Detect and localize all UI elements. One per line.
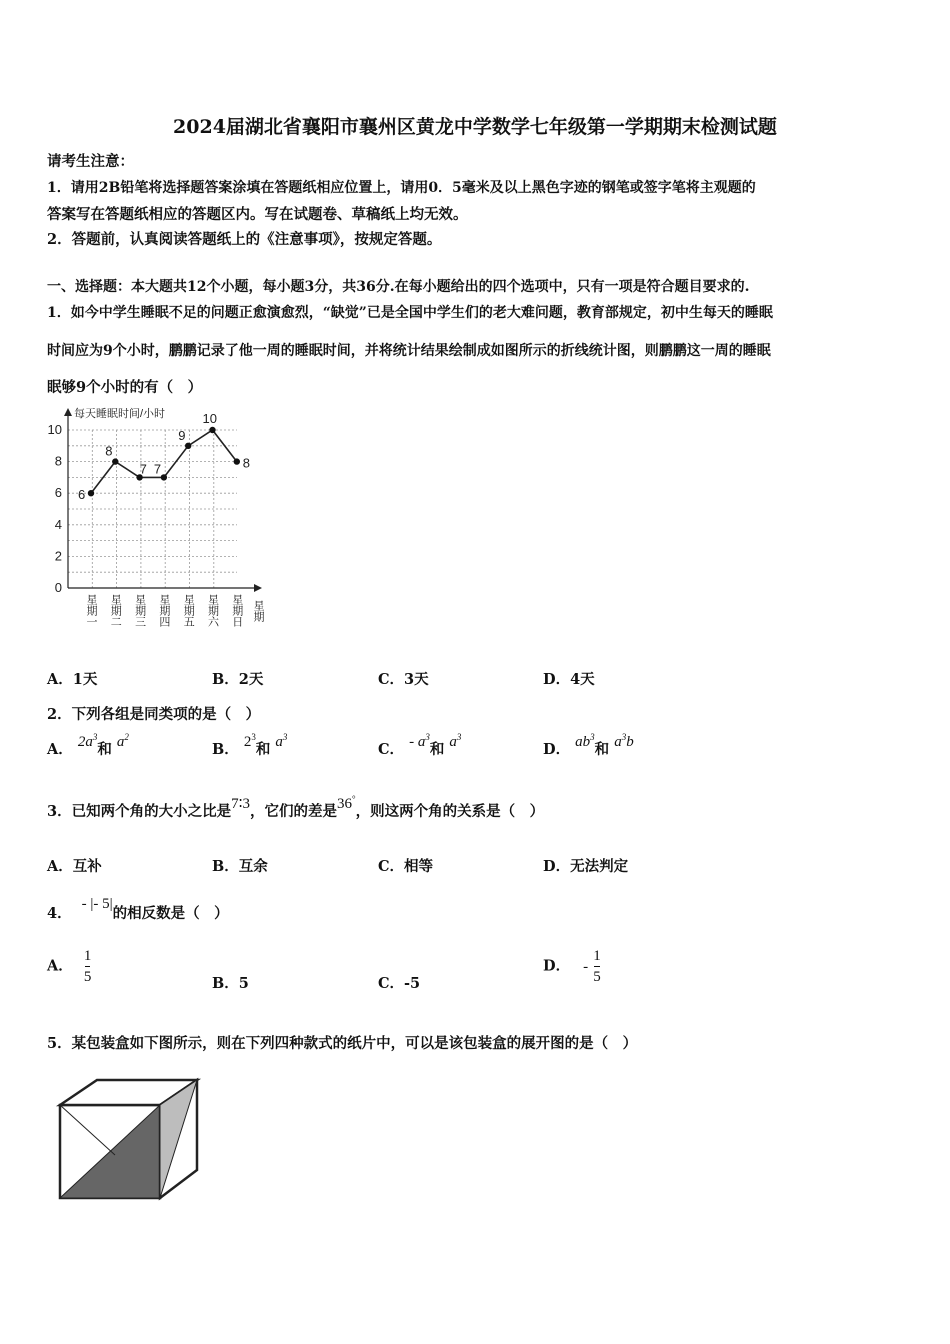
chart-x-tick-label: 星期一 [85,594,97,627]
chart-point-label: 8 [242,455,251,471]
q3-option-d[interactable]: D．无法判定 [543,858,629,875]
chart-point [88,490,94,496]
chart-point-label: 7 [139,461,147,477]
notice-heading: 请考生注意： [47,153,134,170]
chart-y-tick-label: 10 [47,422,62,437]
chart-y-tick-label: 6 [54,485,62,501]
q3-option-c[interactable]: C．相等 [378,858,434,875]
chart-y-tick-label: 2 [54,548,62,564]
chart-axes [64,408,262,592]
chart-point-label: 10 [202,411,217,426]
chart-point-label: 8 [105,443,113,459]
chart-y-axis-arrow [64,408,72,416]
sleep-line-chart [40,400,290,640]
chart-x-axis-arrow [254,584,262,592]
q2-option-b[interactable]: B． $2^3$和 $a^3$ [212,732,288,758]
chart-x-tick-label: 星期六 [206,594,219,627]
q1-stem-line-3: 眠够9个小时的有（ ） [47,379,203,396]
q5-stem: 5．某包装盒如下图所示，则在下列四种款式的纸片中，可以是该包装盒的展开图的是（ ） [47,1035,638,1052]
chart-point [234,458,240,464]
chart-point [112,458,118,464]
q2-option-a[interactable]: A． $2a^3$和 $a^2$ [47,732,129,758]
q1-option-a[interactable]: A．1天 [47,671,98,688]
chart-x-tick-label: 星期二 [109,594,122,627]
chart-y-tick-label: 0 [54,580,62,595]
q1-option-d[interactable]: D．4天 [543,671,595,688]
q2-option-d[interactable]: D． $ab^3$和 $a^3b$ [543,732,634,758]
chart-point-labels [78,411,250,502]
chart-ylabel: 每天睡眠时间/小时 [74,408,166,420]
chart-point [185,443,191,449]
chart-x-tick-label: 星期四 [157,594,170,627]
chart-x-tick-label: 星期三 [133,594,146,627]
chart-point [161,474,167,480]
q1-option-c[interactable]: C．3天 [378,671,429,688]
q4-option-c[interactable]: C．-5 [378,975,421,992]
notice-line-3: 2．答题前，认真阅读答题纸上的《注意事项》，按规定答题。 [47,231,442,248]
q4-option-a[interactable]: A． $\frac{1}{5}$ [47,948,92,985]
q1-stem-line-2: 时间应为9个小时，鹏鹏记录了他一周的睡眠时间，并将统计结果绘制成如图所示的折线统计图，则鹏鹏这一周的睡眠 [47,343,771,359]
chart-y-tick-label: 4 [54,516,62,532]
q4-option-b[interactable]: B．5 [212,975,249,992]
page-title: 2024届湖北省襄阳市襄州区黄龙中学数学七年级第一学期期末检测试题 [173,116,777,138]
chart-x-tick-label: 星期日 [230,594,243,627]
q3-option-b[interactable]: B．互余 [212,858,268,875]
chart-point-label: 6 [78,487,86,503]
box-figure [55,1075,215,1205]
chart-x-ticks [85,594,243,628]
section-heading: 一、选择题：本大题共12个小题，每小题3分，共36分.在每小题给出的四个选项中，只有一项是符合题目要求的. [47,279,750,295]
notice-line-1: 1．请用2B铅笔将选择题答案涂填在答题纸相应位置上，请用0．5毫米及以上黑色字迹的钢笔或签字笔将主观题的 [47,180,756,196]
chart-point [209,427,215,433]
q2-stem: 2．下列各组是同类项的是（ ） [47,706,261,723]
chart-xlabel: 星期 [252,600,264,622]
chart-x-tick-label: 星期五 [182,594,195,627]
q4-stem: 4．- |- 5|的相反数是（ ） [47,896,229,922]
chart-point-label: 7 [153,461,162,477]
q3-option-a[interactable]: A．互补 [47,858,102,875]
chart-point-label: 9 [178,427,186,443]
chart-grid [68,427,237,588]
q1-option-b[interactable]: B．2天 [212,671,264,688]
q4-option-d[interactable]: D． - $\frac{1}{5}$ [543,948,601,985]
chart-y-ticks [48,422,62,595]
q2-option-c[interactable]: C． - $a^3$和 $a^3$ [378,732,462,758]
chart-y-tick-label: 8 [54,453,62,469]
q3-stem: 3．已知两个角的大小之比是7∶3，它们的差是36°，则这两个角的关系是（ ） [47,794,545,820]
notice-line-2: 答案写在答题纸相应的答题区内。写在试题卷、草稿纸上均无效。 [47,206,468,223]
q1-stem-line-1: 1．如今中学生睡眠不足的问题正愈演愈烈，“缺觉”已是全国中学生们的老大难问题，教育部规定，初中生每天的睡眠 [47,305,773,321]
